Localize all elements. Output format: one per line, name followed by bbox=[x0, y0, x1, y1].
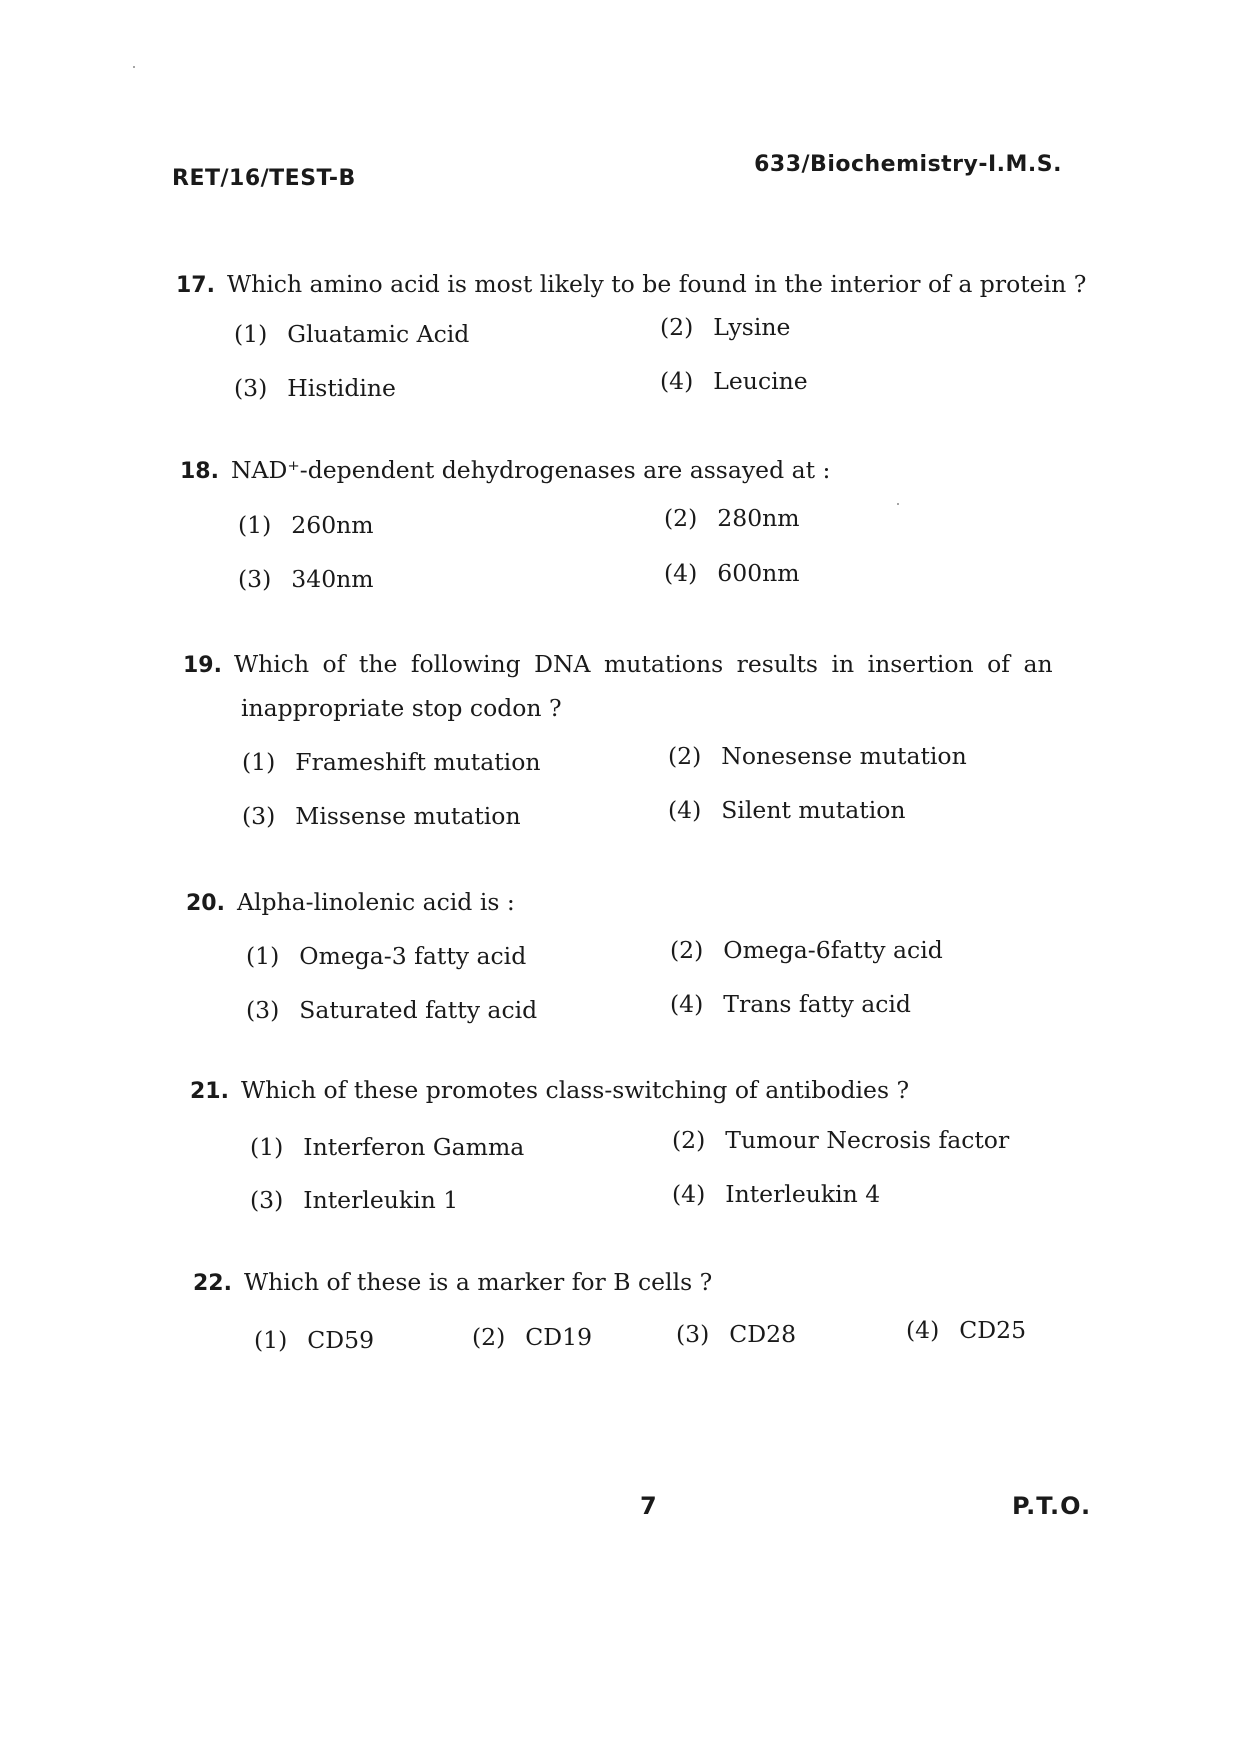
option-number: (4) bbox=[670, 990, 704, 1018]
question-text bbox=[183, 650, 1053, 678]
pto-label: P.T.O. bbox=[1012, 1492, 1092, 1520]
question-text-continued: inappropriate stop codon ? bbox=[241, 694, 562, 722]
question-text-line: Alpha-linolenic acid is : bbox=[236, 888, 515, 916]
question-number: 21. bbox=[190, 1079, 229, 1104]
option-number: (3) bbox=[238, 565, 272, 593]
option-text: Tumour Necrosis factor bbox=[725, 1126, 1010, 1154]
option-2 bbox=[472, 1323, 592, 1351]
option-4 bbox=[906, 1316, 1026, 1344]
option-3 bbox=[246, 996, 537, 1024]
option-text: Saturated fatty acid bbox=[299, 996, 538, 1024]
option-4 bbox=[670, 990, 911, 1018]
option-text: Histidine bbox=[287, 374, 396, 402]
option-text: Trans fatty acid bbox=[723, 990, 911, 1018]
question-number: 22. bbox=[193, 1271, 232, 1296]
option-1 bbox=[254, 1326, 374, 1354]
option-number: (1) bbox=[254, 1326, 288, 1354]
option-text: Interferon Gamma bbox=[303, 1133, 525, 1161]
question-text-line: NAD⁺-dependent dehydrogenases are assayed at : bbox=[230, 456, 831, 484]
header-code: RET/16/TEST-B bbox=[172, 166, 356, 191]
option-2 bbox=[668, 742, 967, 770]
option-text: CD25 bbox=[959, 1316, 1027, 1344]
option-number: (2) bbox=[672, 1126, 706, 1154]
option-4 bbox=[664, 559, 800, 587]
question-text bbox=[190, 1076, 909, 1104]
option-text: Nonesense mutation bbox=[721, 742, 967, 770]
option-number: (1) bbox=[250, 1133, 284, 1161]
option-number: (2) bbox=[664, 504, 698, 532]
option-number: (1) bbox=[234, 320, 268, 348]
option-text: Interleukin 1 bbox=[303, 1186, 459, 1214]
question-number: 19. bbox=[183, 653, 222, 678]
option-text: Omega-6fatty acid bbox=[723, 936, 943, 964]
option-text: 280nm bbox=[717, 504, 800, 532]
option-text: Missense mutation bbox=[295, 802, 521, 830]
question-number: 17. bbox=[176, 273, 215, 298]
option-number: (2) bbox=[668, 742, 702, 770]
question-text-line: Which of these promotes class-switching of antibodies ? bbox=[240, 1076, 910, 1104]
option-3 bbox=[242, 802, 521, 830]
option-3 bbox=[234, 374, 396, 402]
option-number: (3) bbox=[242, 802, 276, 830]
option-number: (4) bbox=[668, 796, 702, 824]
option-2 bbox=[672, 1126, 1009, 1154]
option-text: Frameshift mutation bbox=[295, 748, 541, 776]
option-number: (4) bbox=[906, 1316, 940, 1344]
question-text bbox=[193, 1268, 712, 1296]
option-2 bbox=[664, 504, 800, 532]
question-text bbox=[176, 270, 1086, 298]
question-number: 18. bbox=[180, 459, 219, 484]
option-text: CD19 bbox=[525, 1323, 593, 1351]
option-number: (2) bbox=[670, 936, 704, 964]
option-text: CD28 bbox=[729, 1320, 797, 1348]
option-number: (2) bbox=[472, 1323, 506, 1351]
option-number: (4) bbox=[672, 1180, 706, 1208]
option-1 bbox=[238, 511, 374, 539]
option-text: 260nm bbox=[291, 511, 374, 539]
option-1 bbox=[242, 748, 540, 776]
question-text-line: Which amino acid is most likely to be found in the interior of a protein ? bbox=[226, 270, 1087, 298]
option-3 bbox=[238, 565, 374, 593]
option-4 bbox=[668, 796, 906, 824]
option-1 bbox=[246, 942, 526, 970]
option-number: (3) bbox=[246, 996, 280, 1024]
option-text: CD59 bbox=[307, 1326, 375, 1354]
question-text-line: Which of the following DNA mutations results in insertion of an bbox=[233, 650, 1053, 678]
option-number: (3) bbox=[676, 1320, 710, 1348]
option-text: Silent mutation bbox=[721, 796, 906, 824]
option-text: Interleukin 4 bbox=[725, 1180, 881, 1208]
option-text: 340nm bbox=[291, 565, 374, 593]
option-number: (1) bbox=[238, 511, 272, 539]
option-3 bbox=[676, 1320, 796, 1348]
option-number: (4) bbox=[660, 367, 694, 395]
scan-speck bbox=[897, 503, 899, 505]
header-subject: 633/Biochemistry-I.M.S. bbox=[754, 152, 1062, 177]
option-number: (3) bbox=[234, 374, 268, 402]
option-1 bbox=[250, 1133, 524, 1161]
option-4 bbox=[672, 1180, 880, 1208]
option-number: (1) bbox=[242, 748, 276, 776]
option-3 bbox=[250, 1186, 458, 1214]
option-text: Lysine bbox=[713, 313, 791, 341]
scan-speck bbox=[133, 66, 135, 68]
option-text: Leucine bbox=[713, 367, 808, 395]
question-text bbox=[186, 888, 515, 916]
option-number: (3) bbox=[250, 1186, 284, 1214]
option-2 bbox=[660, 313, 790, 341]
option-4 bbox=[660, 367, 808, 395]
option-text: Gluatamic Acid bbox=[287, 320, 470, 348]
question-text-line: Which of these is a marker for B cells ? bbox=[243, 1268, 713, 1296]
question-text bbox=[180, 456, 830, 484]
option-2 bbox=[670, 936, 943, 964]
option-number: (2) bbox=[660, 313, 694, 341]
option-text: Omega-3 fatty acid bbox=[299, 942, 527, 970]
page-number: 7 bbox=[640, 1492, 657, 1520]
option-text: 600nm bbox=[717, 559, 800, 587]
option-number: (1) bbox=[246, 942, 280, 970]
option-number: (4) bbox=[664, 559, 698, 587]
option-1 bbox=[234, 320, 469, 348]
question-number: 20. bbox=[186, 891, 225, 916]
